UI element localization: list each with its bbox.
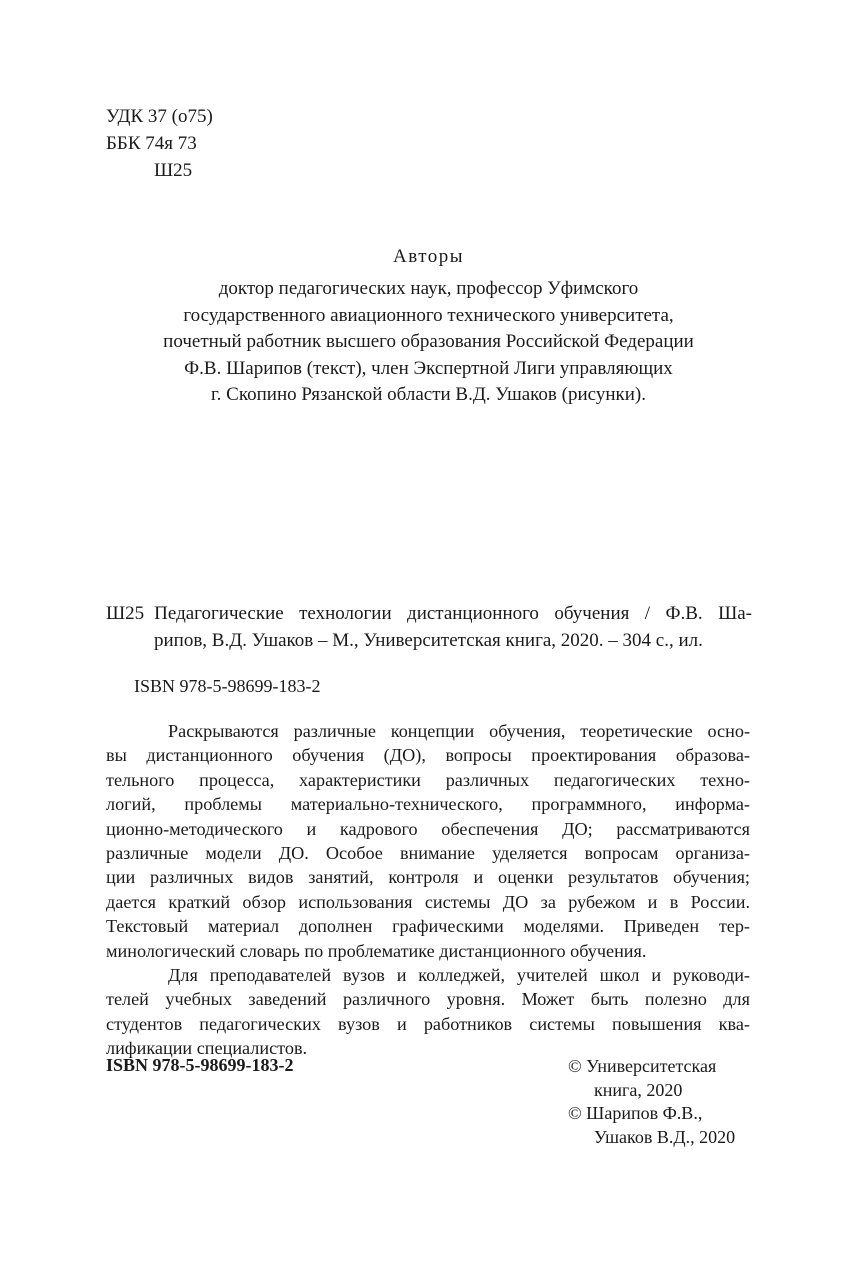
copyright-authors: © Шарипов Ф.В., <box>568 1103 703 1123</box>
catalog-record <box>106 601 752 654</box>
authors-line: государственного авиационного технического университета, <box>183 304 674 326</box>
copyright-publisher: © Университетская <box>568 1056 717 1076</box>
author-sign: Ш25 <box>154 160 193 181</box>
catalog-code: Ш25 <box>106 603 145 624</box>
bbk-index: ББК 74я 73 <box>106 133 197 154</box>
authors-heading: Авторы <box>392 246 465 267</box>
annotation-line: различные модели ДО. Особое внимание уделяется вопросам организа- <box>106 843 750 864</box>
authors-line: Ф.В. Шарипов (текст), член Экспертной Лиги управляющих <box>184 357 673 379</box>
annotation-line: Раскрываются различные концепции обучения, теоретические осно- <box>168 721 750 741</box>
authors-line: г. Скопино Рязанской области В.Д. Ушаков (рисунки). <box>211 384 646 405</box>
annotation-line: вы дистанционного обучения (ДО), вопросы проектирования образова- <box>106 745 750 766</box>
annotation <box>106 719 750 1061</box>
copyright-publisher-year: книга, 2020 <box>594 1079 683 1100</box>
annotation-line: тельного процесса, характеристики различных педагогических техно- <box>106 769 750 790</box>
annotation-line: минологический словарь по проблематике дистанционного обучения. <box>106 940 647 961</box>
annotation-line: логий, проблемы материально-технического, программного, информа- <box>106 794 750 815</box>
isbn-record: ISBN 978-5-98699-183-2 <box>134 676 321 696</box>
catalog-record-line: рипов, В.Д. Ушаков – М., Университетская книга, 2020. – 304 с., ил. <box>154 629 703 651</box>
annotation-line: Для преподавателей вузов и колледжей, учителей школ и руководи- <box>168 965 750 986</box>
catalog-title: Педагогические технологии дистанционного обучения / Ф.В. Ша- <box>154 603 752 624</box>
annotation-line: лификации специалистов. <box>106 1038 308 1059</box>
annotation-line: студентов педагогических вузов и работников системы повышения ква- <box>106 1013 750 1034</box>
authors-line: доктор педагогических наук, профессор Уфимского <box>218 278 639 299</box>
annotation-line: Текстовый материал дополнен графическими моделями. Приведен тер- <box>106 916 750 937</box>
copyright-block <box>568 1055 735 1149</box>
copyright-authors-year: Ушаков В.Д., 2020 <box>594 1126 736 1147</box>
annotation-line: телей учебных заведений различного уровня. Может быть полезно для <box>106 989 750 1010</box>
isbn-bold: ISBN 978-5-98699-183-2 <box>106 1055 294 1075</box>
udk-index: УДК 37 (о75) <box>106 106 213 127</box>
classification-block <box>106 103 213 184</box>
annotation-line: дается краткий обзор использования системы ДО за рубежом и в России. <box>106 891 750 912</box>
annotation-line: ции различных видов занятий, контроля и оценки результатов обучения; <box>106 867 750 888</box>
catalog-record-line <box>106 601 752 628</box>
annotation-line: ционно-методического и кадрового обеспечения ДО; рассматриваются <box>106 818 750 839</box>
authors-description <box>0 276 857 409</box>
authors-line: почетный работник высшего образования Российской Федерации <box>163 331 694 352</box>
